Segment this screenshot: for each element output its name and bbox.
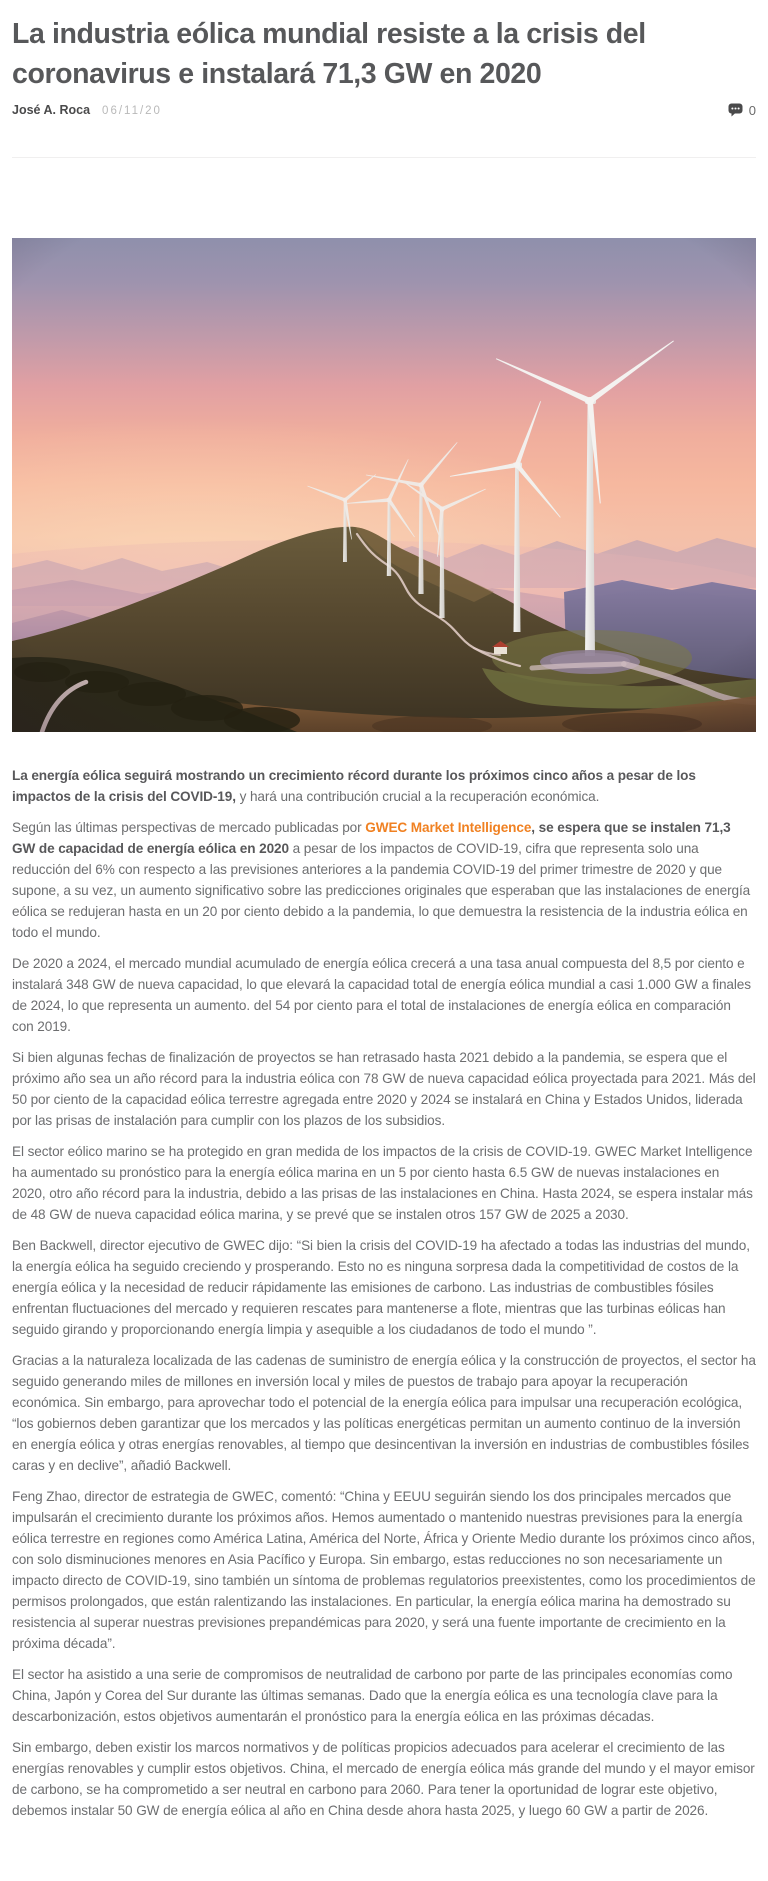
text-run: Sin embargo, deben existir los marcos normativos y de políticas propicios adecuados para acelerar el crecimiento de las energías renovables y cumplir estos objetivos. China, el mercado de energía eólica más grande del mundo y el mayor emisor de carbono, se ha comprometido a ser neutral en carbono para 2060. Para tener la oportunidad de lograr este objetivo, debemos instalar 50 GW de energía eólica al año en China desde ahora hasta 2025, y luego 60 GW a partir de 2026. xyxy=(12,1740,755,1818)
text-run: El sector ha asistido a una serie de compromisos de neutralidad de carbono por parte de las principales economías como China, Japón y Corea del Sur durante las últimas semanas. Dado que la energía eólica es una tecnología clave para la descarbonización, estos objetivos aumentarán el pronóstico para la energía eólica en las próximas décadas. xyxy=(12,1667,733,1724)
text-run: y hará una contribución crucial a la recuperación económica. xyxy=(235,789,600,804)
article-paragraph xyxy=(12,765,756,807)
text-run: De 2020 a 2024, el mercado mundial acumulado de energía eólica crecerá a una tasa anual compuesta del 8,5 por ciento e instalará 348 GW de nueva capacidad, lo que elevará la capacidad total de energía eólica mundial a casi 1.000 GW a finales de 2024, lo que representa un aumento. del 54 por ciento para el total de instalaciones de energía eólica en comparación con 2019. xyxy=(12,956,751,1034)
text-run: Feng Zhao, director de estrategia de GWEC, comentó: “China y EEUU seguirán siendo los dos principales mercados que impulsarán el crecimiento durante los próximos años. Hemos aumentado o mantenido nuestras previsiones para la energía eólica terrestre en regiones como América Latina, América del Norte, África y Oriente Medio durante los próximos cinco años, con solo disminuciones menores en Asia Pacífico y Europa. Sin embargo, estas reducciones no son necesariamente un impacto directo de COVID-19, sino también un síntoma de problemas regulatorios preexistentes, como los procedimientos de permisos prolongados, que están ralentizando las instalaciones. En particular, la energía eólica marina ha demostrado su resistencia al superar nuestras previsiones prepandémicas para 2020, y será una fuente importante de crecimiento en la próxima década”. xyxy=(12,1489,756,1651)
hero-image xyxy=(12,238,756,732)
comments-count: 0 xyxy=(748,102,756,118)
author-name[interactable]: José A. Roca xyxy=(12,103,91,117)
comment-bubble-icon xyxy=(728,103,744,117)
article-paragraph xyxy=(12,1141,756,1225)
comments-link[interactable] xyxy=(728,103,756,118)
article-paragraph xyxy=(12,1047,756,1131)
gwec-market-intelligence-link[interactable]: GWEC Market Intelligence xyxy=(365,820,532,835)
text-run-bold: La energía eólica seguirá mostrando un crecimiento récord durante los próximos cinco años a pesar de los impactos de la crisis del COVID-19, xyxy=(12,768,696,804)
text-run: a pesar de los impactos de COVID-19, cifra que representa solo una reducción del 6% con respecto a las previsiones anteriores a la pandemia COVID-19 del primer trimestre de 2020 y que supone, a su vez, un aumento significativo sobre las predicciones originales que esperaban que las instalaciones de energía eólica se redujeran hasta en un 20 por ciento debido a la pandemia, lo que demuestra la resistencia de la industria eólica en todo el mundo. xyxy=(12,841,751,940)
article-meta xyxy=(12,102,756,118)
text-run: Gracias a la naturaleza localizada de las cadenas de suministro de energía eólica y la construcción de proyectos, el sector ha seguido generando miles de millones en inversión local y miles de puestos de trabajo para apoyar la recuperación económica. Sin embargo, para aprovechar todo el potencial de la energía eólica para impulsar una recuperación ecológica, “los gobiernos deben garantizar que los mercados y las políticas energéticas permitan un aumento continuo de la inversión en energía eólica y otras energías renovables, al tiempo que desincentivan la inversión en industrias de combustibles fósiles caras y en declive”, añadió Backwell. xyxy=(12,1353,756,1473)
text-run-bold: , se espera que se instalen 71,3 GW de capacidad de energía eólica en 2020 xyxy=(12,820,731,856)
article-paragraph xyxy=(12,1486,756,1654)
byline xyxy=(12,103,162,117)
text-run: El sector eólico marino se ha protegido en gran medida de los impactos de la crisis de COVID-19. GWEC Market Intelligence ha aumentado su pronóstico para la energía eólica marina en un 5 por ciento hasta 6.5 GW de nuevas instalaciones en 2020, otro año récord para la industria, debido a las prisas de las instalaciones en China. Hasta 2024, se espera instalar más de 48 GW de nueva capacidad eólica marina, y se prevé que se instalen otros 157 GW de 2025 a 2030. xyxy=(12,1144,753,1222)
divider xyxy=(12,157,756,158)
article-paragraph xyxy=(12,953,756,1037)
article-paragraph xyxy=(12,1350,756,1476)
page-title: La industria eólica mundial resiste a la crisis del coronavirus e instalará 71,3 GW en 2020 xyxy=(12,18,646,90)
article-paragraph xyxy=(12,1737,756,1821)
article-paragraph xyxy=(12,817,756,943)
article xyxy=(0,14,768,1881)
article-paragraph xyxy=(12,1664,756,1727)
text-run: Si bien algunas fechas de finalización de proyectos se han retrasado hasta 2021 debido a la pandemia, se espera que el próximo año sea un año récord para la industria eólica con 78 GW de nueva capacidad eólica proyectada para 2021. Más del 50 por ciento de la capacidad eólica terrestre agregada entre 2020 y 2024 se instalará en China y Estados Unidos, liderada por las prisas de instalación para cumplir con los plazos de los subsidios. xyxy=(12,1050,756,1128)
text-run: Según las últimas perspectivas de mercado publicadas por xyxy=(12,820,366,835)
hero-photo-illustration xyxy=(12,238,756,732)
publish-date: 06/11/20 xyxy=(102,105,162,117)
text-run: Ben Backwell, director ejecutivo de GWEC dijo: “Si bien la crisis del COVID-19 ha afectado a todas las industrias del mundo, la energía eólica ha seguido creciendo y prosperando. Esto no es ninguna sorpresa dada la competitividad de costos de la energía eólica y la necesidad de reducir rápidamente las emisiones de carbono. Las industrias de combustibles fósiles enfrentan fluctuaciones del mercado y requieren rescates para mantenerse a flote, mientras que las turbinas eólicas han seguido girando y proporcionando energía limpia y asequible a los ciudadanos de todo el mundo ”. xyxy=(12,1238,750,1337)
article-body xyxy=(12,765,756,1881)
article-paragraph xyxy=(12,1235,756,1340)
